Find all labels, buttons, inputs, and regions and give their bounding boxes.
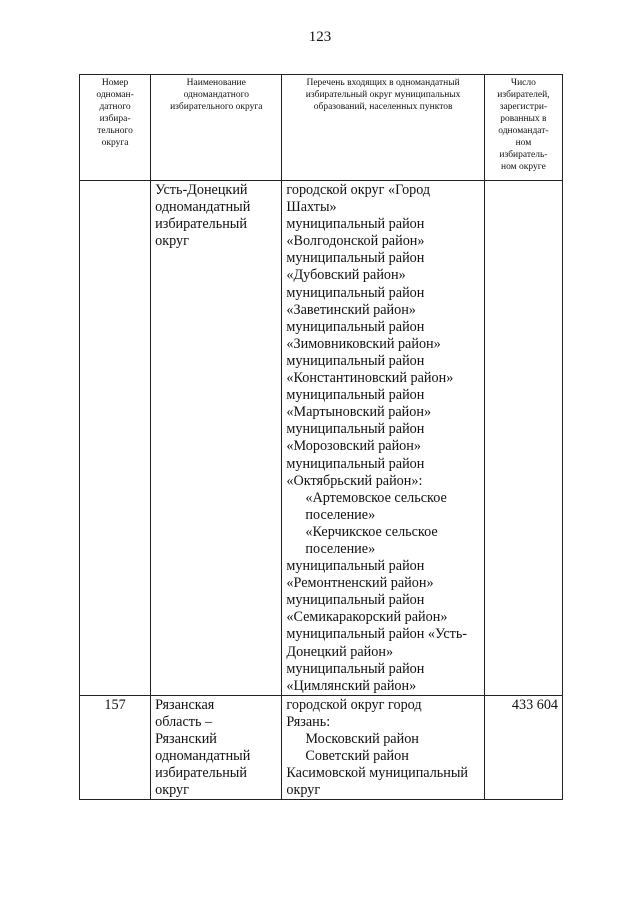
municipality-line: округ: [286, 782, 321, 799]
municipality-line: муниципальный район: [286, 558, 425, 575]
municipalities-list: [282, 181, 484, 696]
table-row: [80, 181, 563, 696]
district-name-line: Рязанская: [155, 696, 215, 713]
municipality-line: муниципальный район: [286, 216, 425, 233]
municipality-line: «Волгодонской район»: [286, 233, 425, 250]
municipality-line: «Семикаракорский район»: [286, 609, 448, 626]
municipality-line: городской округ «Город: [286, 182, 431, 198]
table-body: [80, 181, 563, 800]
municipality-line: «Керчикское сельское: [305, 523, 438, 540]
page-number: 123: [308, 29, 332, 45]
voters-count: [484, 181, 562, 696]
municipality-line: «Дубовский район»: [286, 267, 406, 284]
municipality-line: муниципальный район: [286, 455, 425, 472]
municipality-line: Касимовской муниципальный: [286, 765, 468, 782]
header-number: Номер одноман- датного избира- тельного округа: [80, 75, 151, 181]
table-header-row: [80, 75, 563, 181]
municipality-line: «Артемовское сельское: [305, 489, 447, 506]
municipality-line: муниципальный район «Усть-: [286, 626, 468, 643]
municipality-line: поселение»: [305, 506, 376, 523]
municipality-line: Шахты»: [286, 199, 337, 216]
municipality-line: Советский район: [305, 748, 409, 765]
district-name-line: одномандатный: [155, 199, 251, 216]
municipalities-list: [282, 695, 484, 800]
municipality-line: муниципальный район: [286, 387, 425, 404]
municipality-line: муниципальный район: [286, 592, 425, 609]
district-name: [151, 695, 282, 800]
district-name-line: Усть-Донецкий: [155, 182, 248, 198]
district-name-line: избирательный: [155, 216, 247, 233]
municipality-line: городской округ город: [286, 696, 422, 713]
municipality-line: «Октябрьский район»:: [286, 472, 423, 489]
electoral-districts-table: [79, 74, 563, 800]
municipality-line: поселение»: [305, 540, 376, 557]
district-name: [151, 181, 282, 696]
district-name-line: область –: [155, 713, 213, 730]
municipality-line: Донецкий район»: [286, 643, 394, 660]
district-number: [80, 181, 151, 696]
municipality-line: муниципальный район: [286, 318, 425, 335]
municipality-line: «Мартыновский район»: [286, 404, 432, 421]
municipality-line: «Константиновский район»: [286, 370, 454, 387]
district-name-line: округ: [155, 233, 189, 250]
municipality-line: муниципальный район: [286, 660, 425, 677]
header-voters: Число избирателей, зарегистри- рованных в одномандат- ном избиратель- ном округе: [484, 75, 562, 181]
header-list: Перечень входящих в одномандатный избирательный округ муниципальных образований, населенных пунктов: [282, 75, 484, 181]
district-name-line: одномандатный: [155, 748, 251, 765]
municipality-line: «Ремонтненский район»: [286, 575, 434, 592]
municipality-line: Московский район: [305, 731, 419, 747]
district-name-line: Рязанский: [155, 731, 217, 747]
voters-count: 433 604: [484, 695, 562, 800]
municipality-line: «Заветинский район»: [286, 301, 416, 318]
district-name-line: избирательный: [155, 765, 247, 782]
municipality-line: «Морозовский район»: [286, 438, 421, 455]
municipality-line: «Цимлянский район»: [286, 677, 417, 694]
municipality-line: муниципальный район: [286, 250, 425, 267]
municipality-line: муниципальный район: [286, 352, 425, 369]
municipality-line: муниципальный район: [286, 284, 425, 301]
district-name-line: округ: [155, 782, 189, 799]
table-row: [80, 695, 563, 800]
municipality-line: Рязань:: [286, 713, 331, 730]
municipality-line: муниципальный район: [286, 421, 425, 438]
municipality-line: «Зимовниковский район»: [286, 335, 441, 352]
district-number: 157: [80, 695, 151, 800]
header-name: Наименование одномандатного избирательного округа: [151, 75, 282, 181]
